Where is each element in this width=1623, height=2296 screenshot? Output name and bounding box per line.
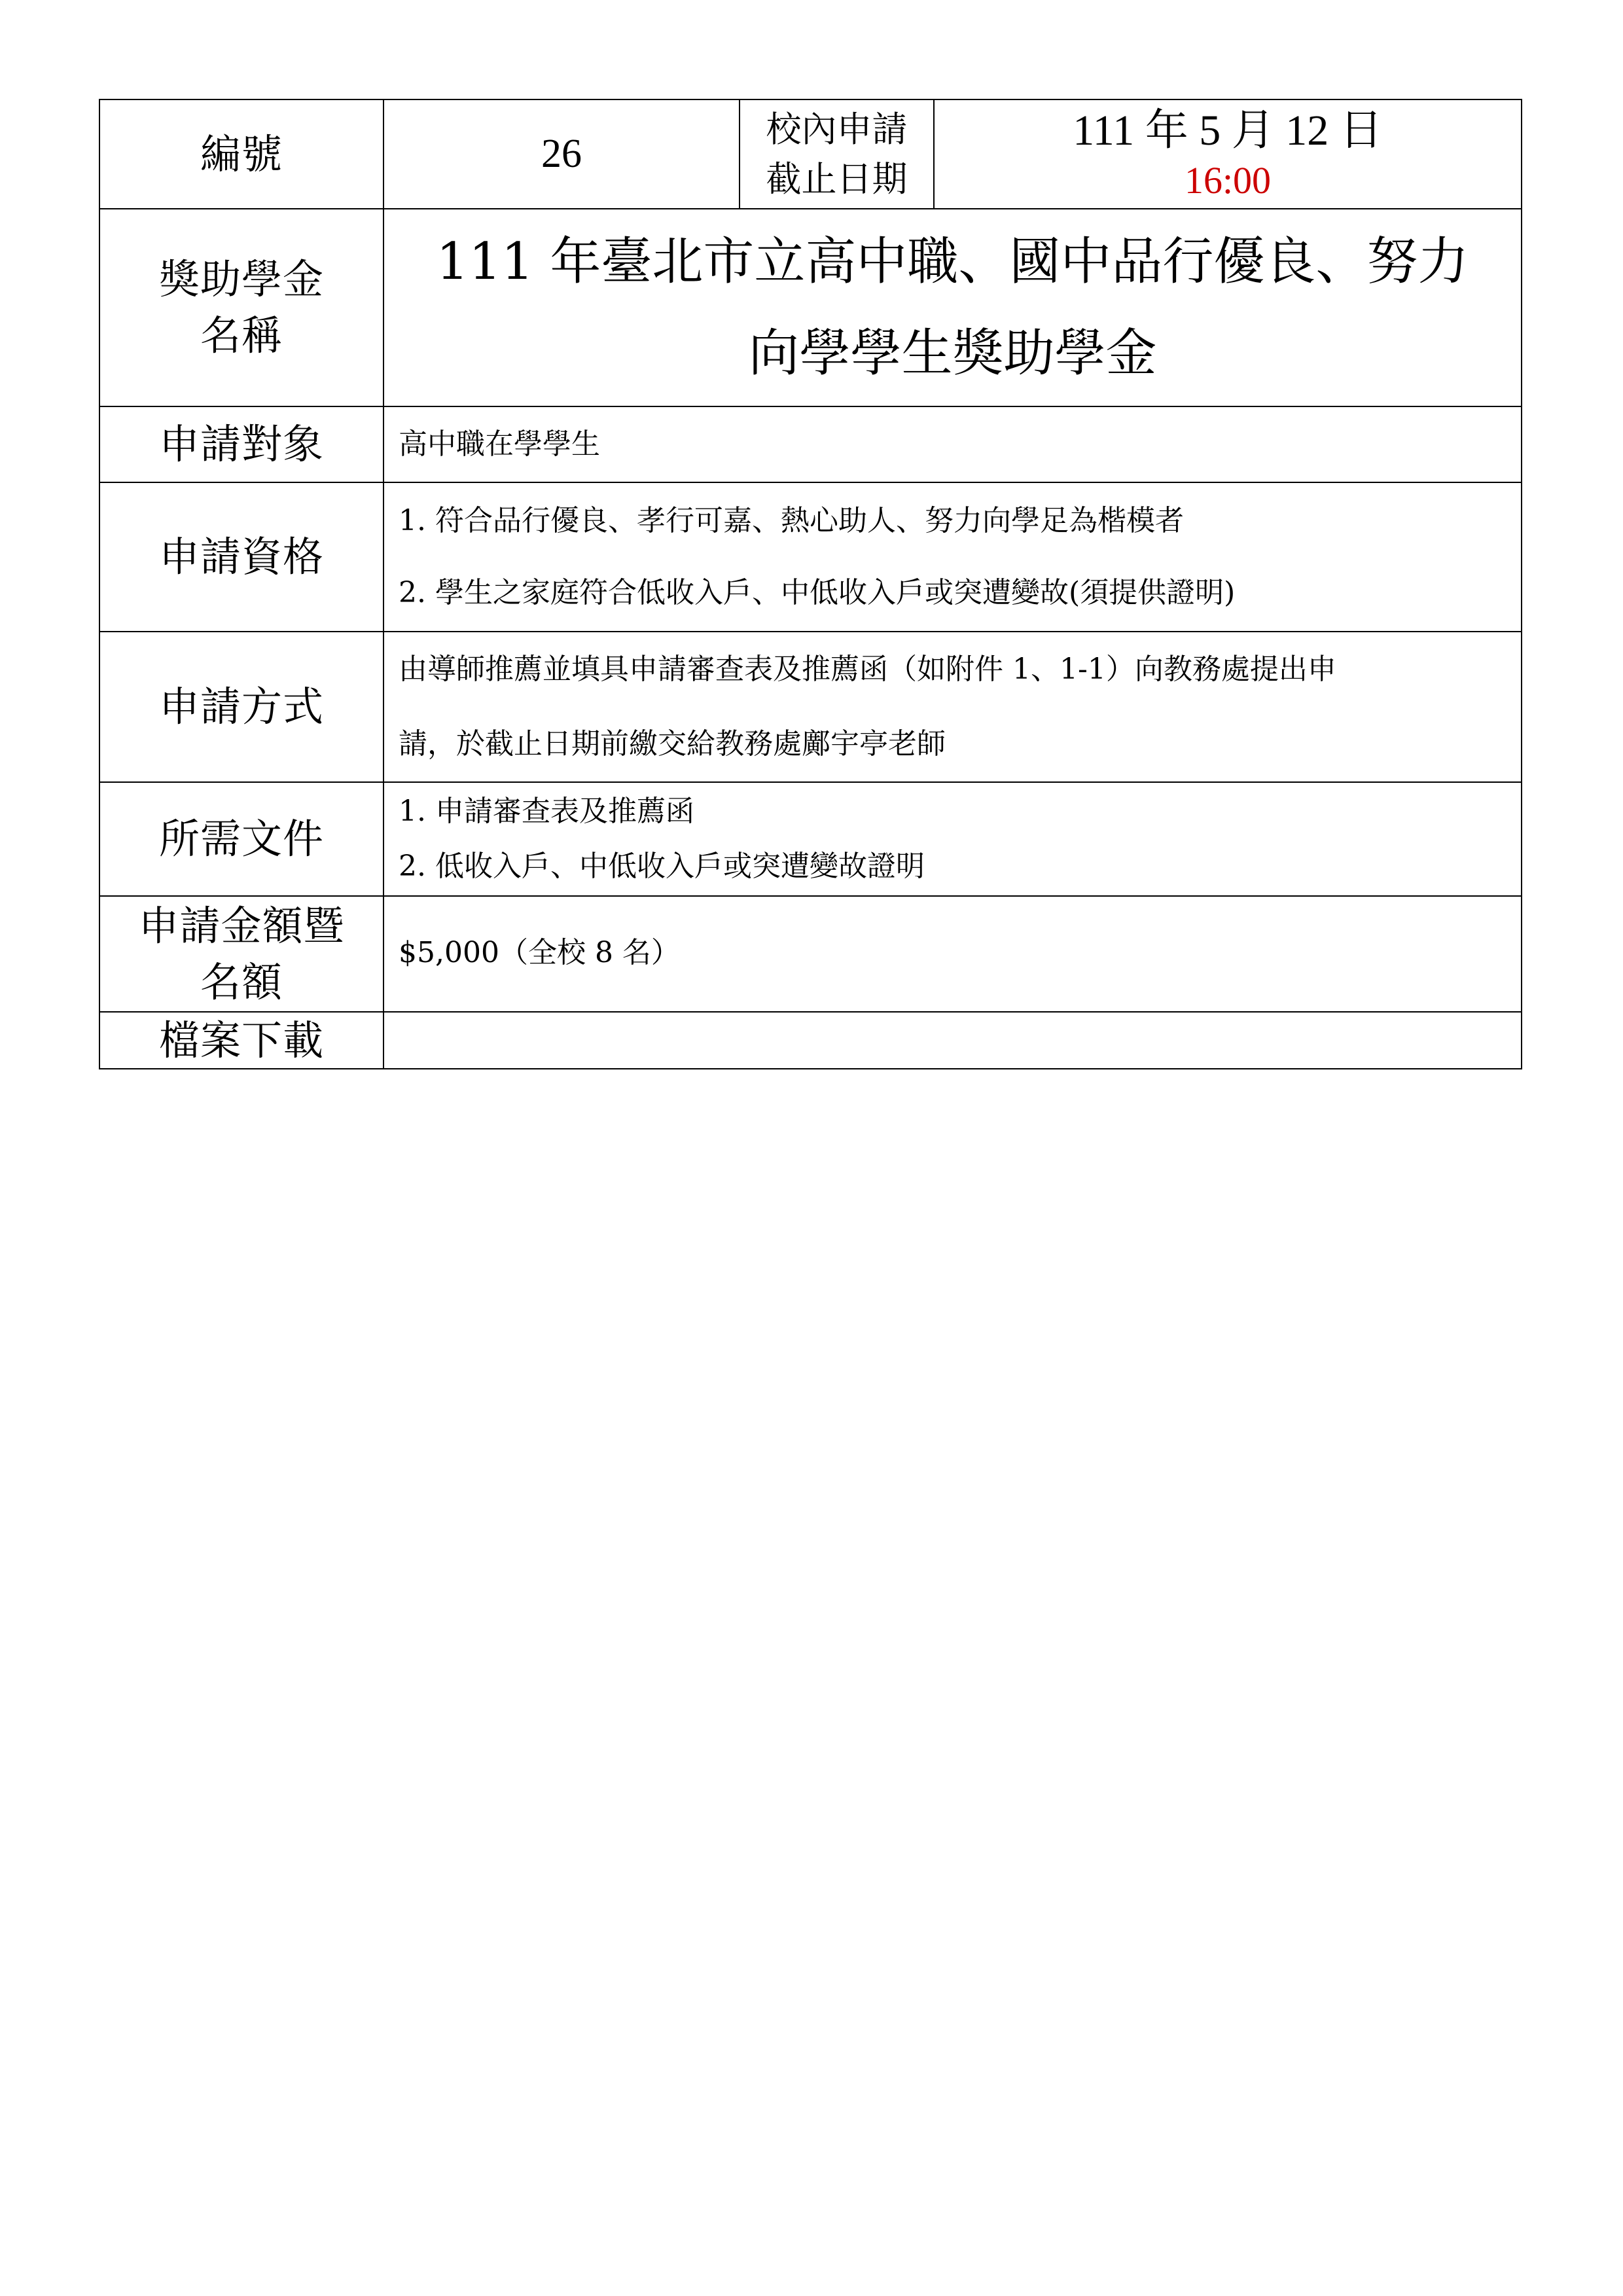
scholarship-title-line2: 向學學生獎助學金 [748, 324, 1157, 383]
documents-label: 所需文件 [99, 782, 383, 896]
id-label: 編號 [99, 99, 383, 209]
scholarship-name-label [99, 209, 383, 406]
scholarship-info-table [99, 99, 1522, 1069]
documents-list [383, 782, 1522, 896]
scholarship-title-line1: 111 年臺北市立高中職、國中品行優良、努力 [436, 232, 1469, 291]
amount-label-line1: 申請金額暨 [138, 901, 345, 950]
deadline-time: 16:00 [1184, 158, 1272, 202]
target-value: 高中職在學學生 [383, 406, 1522, 482]
scholarship-name-label-line1: 獎助學金 [158, 255, 324, 303]
amount-value: $5,000（全校 8 名） [383, 896, 1522, 1012]
target-label: 申請對象 [99, 406, 383, 482]
scholarship-name-row [99, 209, 1522, 406]
qualification-list [383, 482, 1522, 632]
document-item: 1. 申請審查表及推薦函 [399, 795, 694, 828]
method-row [99, 632, 1522, 782]
deadline-label-line1: 校內申請 [766, 108, 908, 150]
method-label: 申請方式 [99, 632, 383, 782]
download-area[interactable] [383, 1012, 1522, 1069]
method-line: 由導師推薦並填具申請審查表及推薦函（如附件 1、1-1）向教務處提出申 [399, 653, 1336, 686]
qualification-row [99, 482, 1522, 632]
amount-row [99, 896, 1522, 1012]
amount-label-line2: 名額 [200, 958, 283, 1006]
qualification-item: 1. 符合品行優良、孝行可嘉、熱心助人、努力向學足為楷模者 [399, 504, 1184, 537]
amount-label [99, 896, 383, 1012]
documents-row [99, 782, 1522, 896]
deadline-value [934, 99, 1522, 209]
header-row [99, 99, 1522, 209]
qualification-label: 申請資格 [99, 482, 383, 632]
method-text [383, 632, 1522, 782]
deadline-label [740, 99, 934, 209]
method-line: 請，於截止日期前繳交給教務處鄺宇亭老師 [399, 727, 946, 761]
deadline-label-line2: 截止日期 [766, 158, 908, 200]
download-label: 檔案下載 [99, 1012, 383, 1069]
qualification-item: 2. 學生之家庭符合低收入戶、中低收入戶或突遭變故(須提供證明) [399, 576, 1236, 609]
download-row [99, 1012, 1522, 1069]
scholarship-name-label-line2: 名稱 [200, 312, 283, 359]
id-value: 26 [383, 99, 740, 209]
deadline-date: 111 年 5 月 12 日 [1073, 106, 1383, 154]
document-item: 2. 低收入戶、中低收入戶或突遭變故證明 [399, 850, 925, 883]
target-row [99, 406, 1522, 482]
scholarship-title [383, 209, 1522, 406]
